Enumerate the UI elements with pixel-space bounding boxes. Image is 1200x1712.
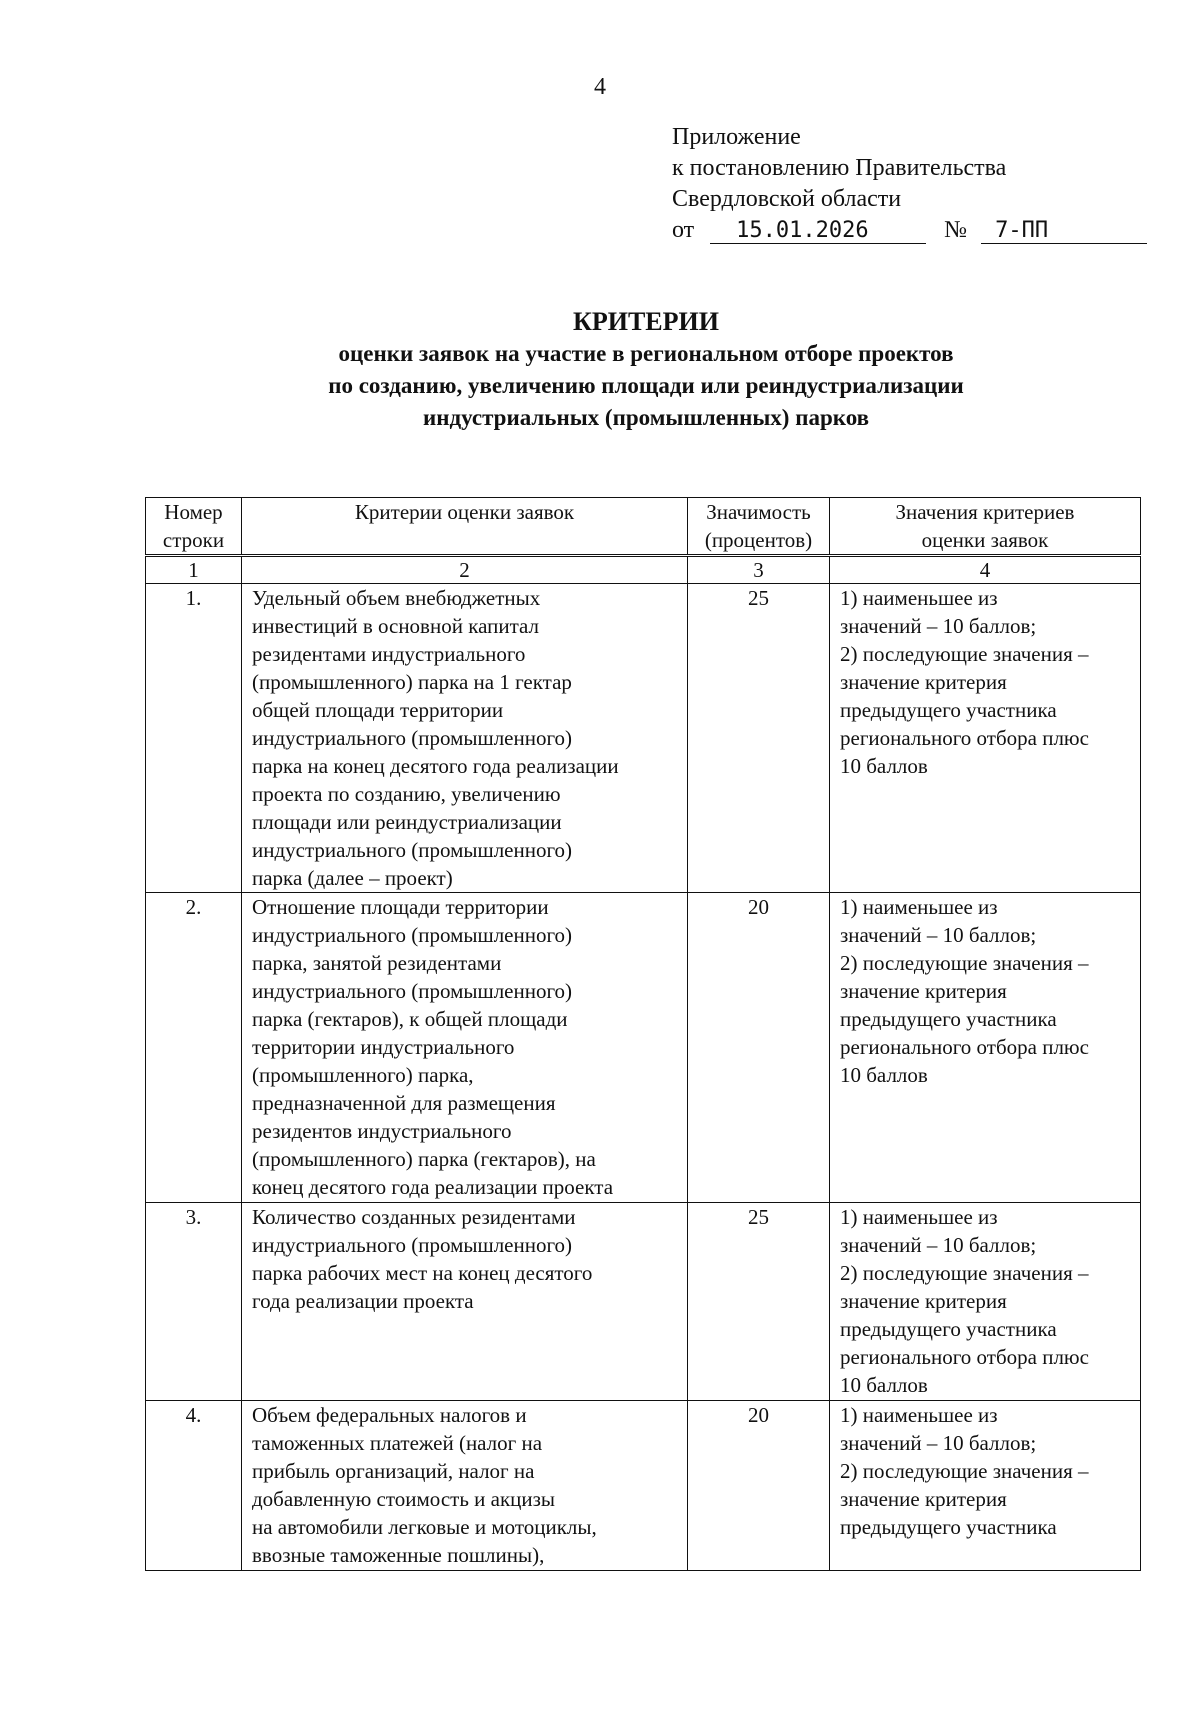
scoring-line: 10 баллов: [840, 1063, 928, 1087]
scoring-line: 10 баллов: [840, 1373, 928, 1397]
criterion-line: индустриального (промышленного): [252, 923, 573, 947]
scoring-line: регионального отбора плюс: [840, 1035, 1089, 1059]
criterion-line: добавленную стоимость и акцизы: [252, 1487, 556, 1511]
header-criteria: Критерии оценки заявок: [242, 498, 688, 556]
scoring-line: предыдущего участника: [840, 1317, 1057, 1341]
scoring-line: 1) наименьшее из: [840, 1205, 998, 1229]
criterion-line: года реализации проекта: [252, 1289, 474, 1313]
table-row: [146, 1401, 1141, 1571]
scoring-line: значений – 10 баллов;: [840, 1233, 1037, 1257]
column-number: 2: [242, 556, 688, 584]
criterion-line: площади или реиндустриализации: [252, 810, 562, 834]
scoring-line: 1) наименьшее из: [840, 1403, 998, 1427]
scoring-line: значений – 10 баллов;: [840, 923, 1037, 947]
criterion-line: парка рабочих мест на конец десятого: [252, 1261, 593, 1285]
scoring-line: значение критерия: [840, 670, 1007, 694]
weight-value: 25: [688, 584, 830, 893]
criteria-table: [145, 497, 1141, 1571]
scoring-line: предыдущего участника: [840, 698, 1057, 722]
title-sub-line: индустриальных (промышленных) парков: [422, 405, 870, 430]
criterion-line: (промышленного) парка на 1 гектар: [252, 670, 572, 694]
criterion-line: ввозные таможенные пошлины),: [252, 1543, 545, 1567]
column-numbers-row: [146, 556, 1141, 584]
appendix-date-row: [672, 215, 1147, 246]
scoring-line: значение критерия: [840, 1487, 1007, 1511]
criterion-line: общей площади территории: [252, 698, 504, 722]
weight-value: 20: [688, 893, 830, 1203]
criterion-line: парка (гектаров), к общей площади: [252, 1007, 568, 1031]
criterion-line: конец десятого года реализации проекта: [252, 1175, 614, 1199]
table-row: [146, 893, 1141, 1203]
criterion-line: Отношение площади территории: [252, 895, 549, 919]
criterion-line: инвестиций в основной капитал: [252, 614, 540, 638]
column-number: 1: [146, 556, 242, 584]
scoring-line: 1) наименьшее из: [840, 586, 998, 610]
criterion-line: индустриального (промышленного): [252, 726, 573, 750]
scoring-line: значение критерия: [840, 979, 1007, 1003]
scoring-line: 1) наименьшее из: [840, 895, 998, 919]
appendix-block: [672, 122, 1147, 246]
criterion-line: Объем федеральных налогов и: [252, 1403, 527, 1427]
criterion-line: парка на конец десятого года реализации: [252, 754, 619, 778]
criterion-line: территории индустриального: [252, 1035, 515, 1059]
criterion-line: Количество созданных резидентами: [252, 1205, 576, 1229]
header-weight: Значимость (процентов): [688, 498, 830, 556]
scoring-line: 10 баллов: [840, 754, 928, 778]
scoring-line: регионального отбора плюс: [840, 726, 1089, 750]
table-header-row: [146, 498, 1141, 556]
scoring-text: [830, 893, 1141, 1203]
column-number: 4: [830, 556, 1141, 584]
criterion-line: резидентами индустриального: [252, 642, 526, 666]
appendix-line: Свердловской области: [672, 186, 902, 212]
row-number: 2.: [146, 893, 242, 1203]
date-prefix: от: [672, 217, 695, 243]
header-row-number: Номер строки: [146, 498, 242, 556]
table-row: [146, 1203, 1141, 1401]
scoring-line: предыдущего участника: [840, 1007, 1057, 1031]
weight-value: 20: [688, 1401, 830, 1571]
scoring-line: регионального отбора плюс: [840, 1345, 1089, 1369]
criterion-line: индустриального (промышленного): [252, 1233, 573, 1257]
scoring-line: 2) последующие значения –: [840, 1261, 1089, 1285]
criterion-line: индустриального (промышленного): [252, 838, 573, 862]
scoring-line: значений – 10 баллов;: [840, 614, 1037, 638]
row-number: 1.: [146, 584, 242, 893]
criterion-line: на автомобили легковые и мотоциклы,: [252, 1515, 597, 1539]
page-number: 4: [594, 74, 606, 100]
appendix-line: Приложение: [672, 124, 801, 150]
criterion-text: [242, 893, 688, 1203]
criterion-line: парка, занятой резидентами: [252, 951, 502, 975]
title-main: КРИТЕРИИ: [573, 307, 719, 336]
resolution-date: 15.01.2026: [710, 219, 926, 244]
criterion-line: резидентов индустриального: [252, 1119, 512, 1143]
criterion-line: индустриального (промышленного): [252, 979, 573, 1003]
criterion-line: проекта по созданию, увеличению: [252, 782, 561, 806]
resolution-number: 7-ПП: [981, 219, 1147, 244]
appendix-line: к постановлению Правительства: [672, 155, 1007, 181]
document-title: [0, 306, 1200, 434]
header-values: Значения критериев оценки заявок: [830, 498, 1141, 556]
scoring-line: 2) последующие значения –: [840, 1459, 1089, 1483]
criterion-line: (промышленного) парка,: [252, 1063, 474, 1087]
criterion-line: Удельный объем внебюджетных: [252, 586, 541, 610]
column-number: 3: [688, 556, 830, 584]
scoring-line: 2) последующие значения –: [840, 951, 1089, 975]
scoring-text: [830, 584, 1141, 893]
criterion-text: [242, 1401, 688, 1571]
scoring-line: значение критерия: [840, 1289, 1007, 1313]
criterion-line: предназначенной для размещения: [252, 1091, 556, 1115]
criterion-line: (промышленного) парка (гектаров), на: [252, 1147, 596, 1171]
title-sub-line: по созданию, увеличению площади или реиндустриализации: [328, 373, 964, 398]
criterion-text: [242, 1203, 688, 1401]
title-sub-line: оценки заявок на участие в региональном отборе проектов: [338, 341, 954, 366]
scoring-text: [830, 1401, 1141, 1571]
weight-value: 25: [688, 1203, 830, 1401]
criterion-text: [242, 584, 688, 893]
row-number: 3.: [146, 1203, 242, 1401]
row-number: 4.: [146, 1401, 242, 1571]
scoring-text: [830, 1203, 1141, 1401]
table-row: [146, 584, 1141, 893]
scoring-line: значений – 10 баллов;: [840, 1431, 1037, 1455]
criterion-line: прибыль организаций, налог на: [252, 1459, 535, 1483]
scoring-line: предыдущего участника: [840, 1515, 1057, 1539]
number-prefix: №: [944, 217, 968, 243]
scoring-line: 2) последующие значения –: [840, 642, 1089, 666]
criterion-line: парка (далее – проект): [252, 866, 453, 890]
criterion-line: таможенных платежей (налог на: [252, 1431, 543, 1455]
